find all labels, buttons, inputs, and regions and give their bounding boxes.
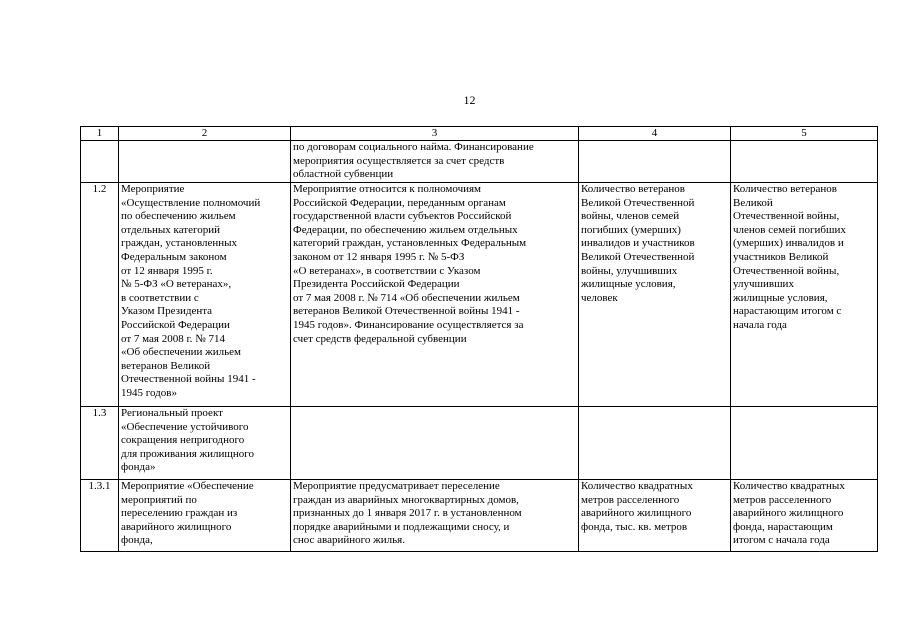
column-number-4: 4: [579, 127, 731, 141]
indicator-cumulative: Количество квадратных метров расселенного аварийного жилищного фонда, нарастающим итогом с начала года: [731, 480, 878, 552]
indicator: [579, 407, 731, 480]
indicator-cumulative: [731, 407, 878, 480]
indicator: [579, 141, 731, 183]
column-number-1: 1: [81, 127, 119, 141]
measure-name: Мероприятие «Обеспечение мероприятий по переселению граждан из аварийного жилищного фонда,: [119, 480, 291, 552]
measure-name: [119, 141, 291, 183]
measure-description: по договорам социального найма. Финансирование мероприятия осуществляется за счет средств областной субвенции: [291, 141, 579, 183]
row-number: 1.3: [81, 407, 119, 480]
row-number: 1.3.1: [81, 480, 119, 552]
indicator-cumulative: Количество ветеранов Великой Отечественной войны, членов семей погибших (умерших) инвалидов и участников Великой Отечественной войны, улучшивших жилищные условия, нарастающим итогом с начала года: [731, 183, 878, 407]
indicator: Количество квадратных метров расселенного аварийного жилищного фонда, тыс. кв. метров: [579, 480, 731, 552]
table-row: [81, 480, 878, 552]
table-row: [81, 183, 878, 407]
measure-description: Мероприятие предусматривает переселение граждан из аварийных многоквартирных домов, признанных до 1 января 2017 г. в установленном порядке аварийными и подлежащими сносу, и снос аварийного жилья.: [291, 480, 579, 552]
table-row: [81, 407, 878, 480]
measures-table: [80, 126, 878, 552]
indicator-cumulative: [731, 141, 878, 183]
column-number-2: 2: [119, 127, 291, 141]
measure-name: Мероприятие «Осуществление полномочий по обеспечению жильем отдельных категорий граждан, установленных Федеральным законом от 12 января 1995 г. № 5-ФЗ «О ветеранах», в соответствии с Указом Президента Российской Федерации от 7 мая 2008 г. № 714 «Об обеспечении жильем ветеранов Великой Отечественной войны 1941 - 1945 годов»: [119, 183, 291, 407]
measure-name: Региональный проект «Обеспечение устойчивого сокращения непригодного для проживания жилищного фонда»: [119, 407, 291, 480]
indicator: Количество ветеранов Великой Отечественной войны, членов семей погибших (умерших) инвалидов и участников Великой Отечественной войны, улучшивших жилищные условия, человек: [579, 183, 731, 407]
measure-description: [291, 407, 579, 480]
column-number-5: 5: [731, 127, 878, 141]
row-number: [81, 141, 119, 183]
table-row: [81, 141, 878, 183]
row-number: 1.2: [81, 183, 119, 407]
column-number-3: 3: [291, 127, 579, 141]
page-number: 12: [463, 93, 476, 107]
measure-description: Мероприятие относится к полномочиям Российской Федерации, переданным органам государственной власти субъектов Российской Федерации, по обеспечению жильем отдельных категорий граждан, установленных Федеральным законом от 12 января 1995 г. № 5-ФЗ «О ветеранах», в соответствии с Указом Президента Российской Федерации от 7 мая 2008 г. № 714 «Об обеспечении жильем ветеранов Великой Отечественной войны 1941 - 1945 годов». Финансирование осуществляется за счет средств федеральной субвенции: [291, 183, 579, 407]
table-header-row: [81, 127, 878, 141]
